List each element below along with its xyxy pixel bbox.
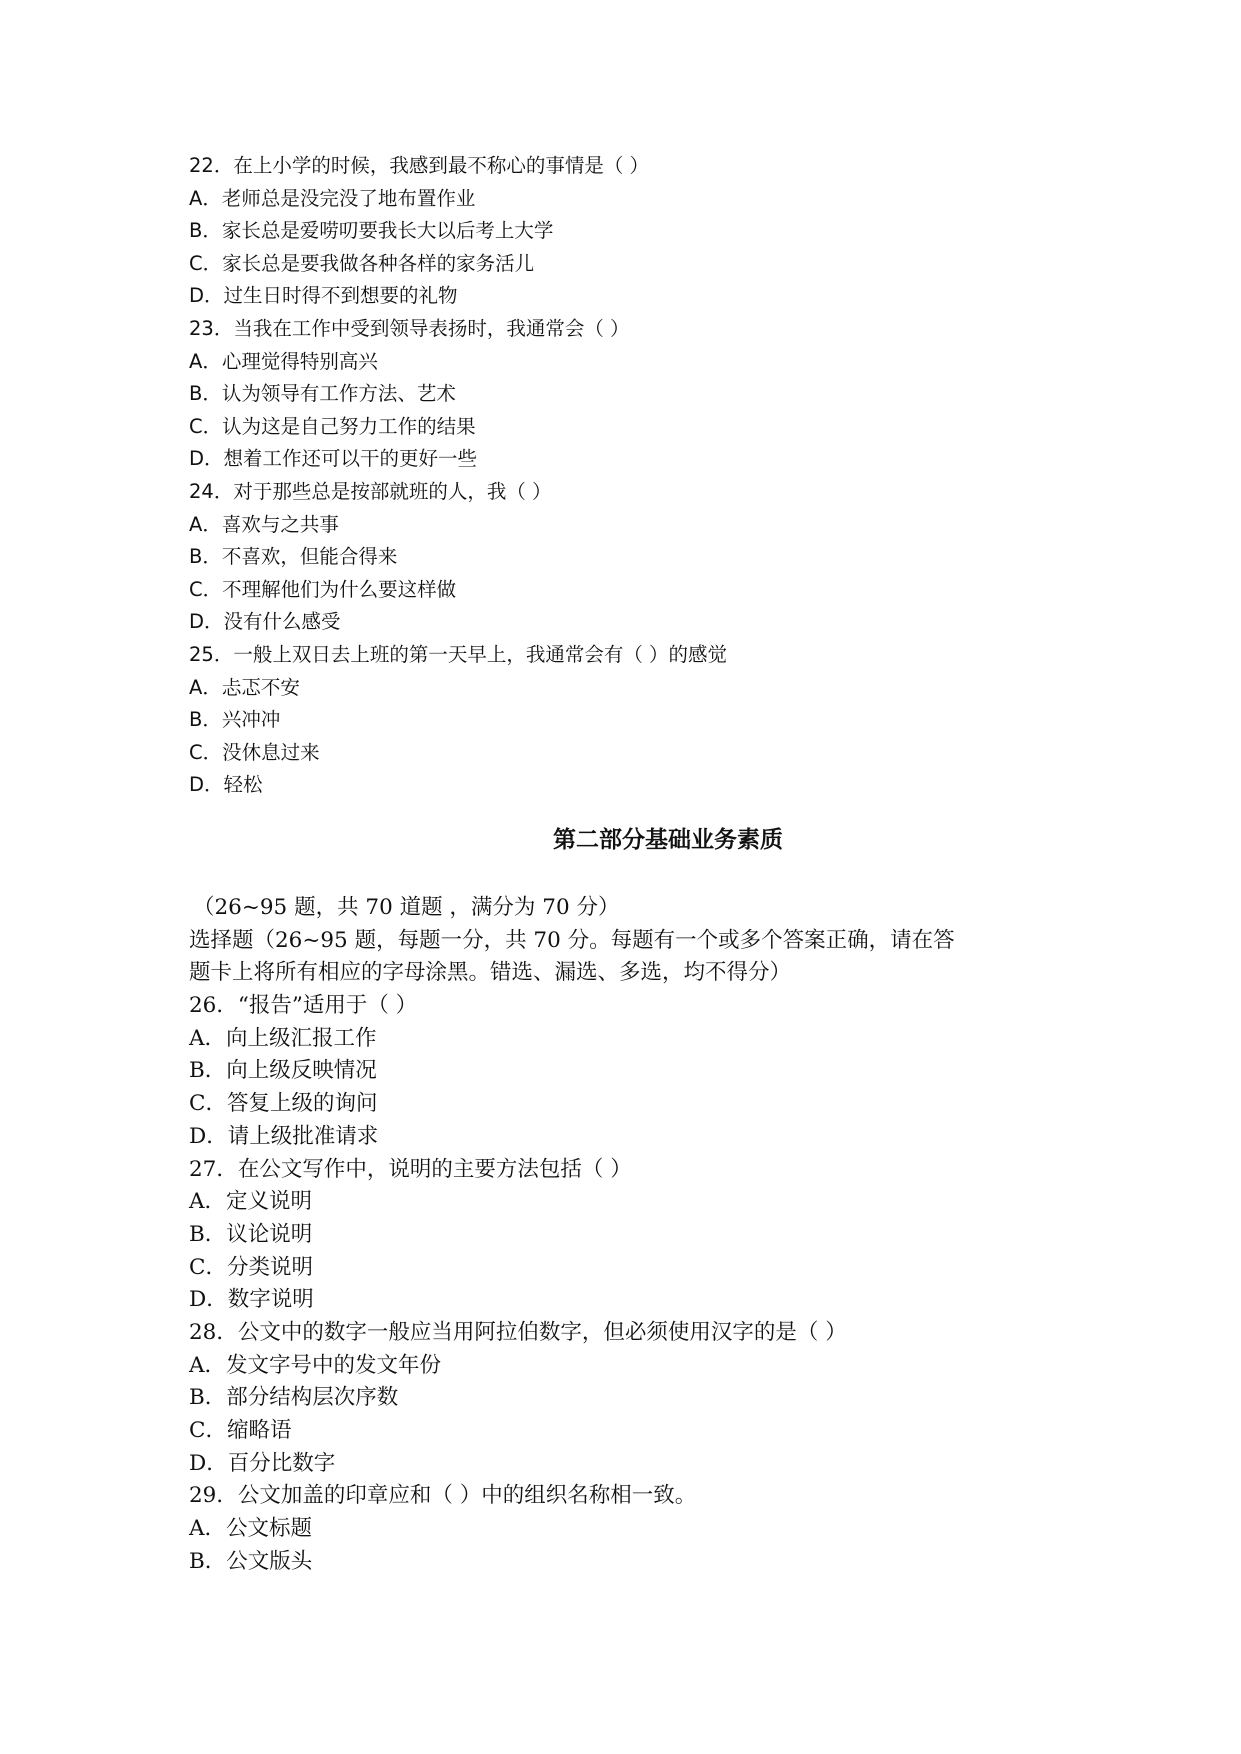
option-24-c: C．不理解他们为什么要这样做 <box>189 577 457 601</box>
section-title: 第二部分基础业务素质 <box>553 826 783 853</box>
option-25-a: A．忐忑不安 <box>189 675 300 699</box>
question-26: 26．“报告”适用于（ ） <box>189 993 418 1019</box>
question-28: 28．公文中的数字一般应当用阿拉伯数字，但必须使用汉字的是（ ） <box>189 1319 847 1345</box>
option-28-b: B．部分结构层次序数 <box>189 1385 399 1411</box>
question-22: 22．在上小学的时候，我感到最不称心的事情是（ ） <box>189 154 650 177</box>
option-22-b: B．家长总是爱唠叨要我长大以后考上大学 <box>189 219 554 243</box>
option-27-b: B．议论说明 <box>189 1221 313 1247</box>
option-27-d: D．数字说明 <box>189 1287 314 1313</box>
option-28-c: C．缩略语 <box>189 1418 292 1443</box>
question-23: 23．当我在工作中受到领导表扬时，我通常会（ ） <box>189 316 630 340</box>
option-28-d: D．百分比数字 <box>189 1450 336 1476</box>
option-24-b: B．不喜欢，但能合得来 <box>189 545 398 569</box>
option-24-a: A．喜欢与之共事 <box>189 512 339 536</box>
instructions-line-2: 题卡上将所有相应的字母涂黑。错选、漏选、多选，均不得分） <box>189 960 792 986</box>
option-25-b: B．兴冲冲 <box>189 708 281 732</box>
option-27-a: A．定义说明 <box>189 1189 313 1215</box>
question-27: 27．在公文写作中，说明的主要方法包括（ ） <box>189 1156 632 1182</box>
section-note: （26~95 题，共 70 道题 ，满分为 70 分） <box>193 895 620 920</box>
business-questions <box>189 892 1069 1578</box>
option-22-a: A．老师总是没完没了地布置作业 <box>189 186 476 210</box>
option-25-d: D．轻松 <box>189 773 263 797</box>
question-25: 25．一般上双日去上班的第一天早上，我通常会有（ ）的感觉 <box>189 642 728 666</box>
option-26-d: D．请上级批准请求 <box>189 1123 379 1149</box>
option-23-d: D．想着工作还可以干的更好一些 <box>189 447 478 471</box>
option-22-d: D．过生日时得不到想要的礼物 <box>189 284 458 308</box>
option-23-b: B．认为领导有工作方法、艺术 <box>189 382 456 406</box>
option-23-c: C．认为这是自己努力工作的结果 <box>189 414 476 438</box>
question-29: 29．公文加盖的印章应和（ ）中的组织名称相一致。 <box>189 1483 697 1509</box>
option-26-a: A．向上级汇报工作 <box>189 1025 377 1051</box>
question-24: 24．对于那些总是按部就班的人，我（ ） <box>189 479 552 503</box>
personality-questions <box>189 150 1089 802</box>
option-28-a: A．发文字号中的发文年份 <box>189 1352 442 1378</box>
option-23-a: A．心理觉得特别高兴 <box>189 349 378 373</box>
option-26-c: C．答复上级的询问 <box>189 1091 378 1117</box>
option-27-c: C．分类说明 <box>189 1254 313 1280</box>
option-29-a: A．公文标题 <box>189 1516 313 1542</box>
option-29-b: B．公文版头 <box>189 1548 313 1574</box>
option-25-c: C．没休息过来 <box>189 740 320 764</box>
option-26-b: B．向上级反映情况 <box>189 1058 377 1084</box>
instructions-line-1: 选择题（26~95 题，每题一分，共 70 分。每题有一个或多个答案正确，请在答 <box>189 927 955 953</box>
option-22-c: C．家长总是要我做各种各样的家务活儿 <box>189 251 535 275</box>
option-24-d: D．没有什么感受 <box>189 610 341 634</box>
